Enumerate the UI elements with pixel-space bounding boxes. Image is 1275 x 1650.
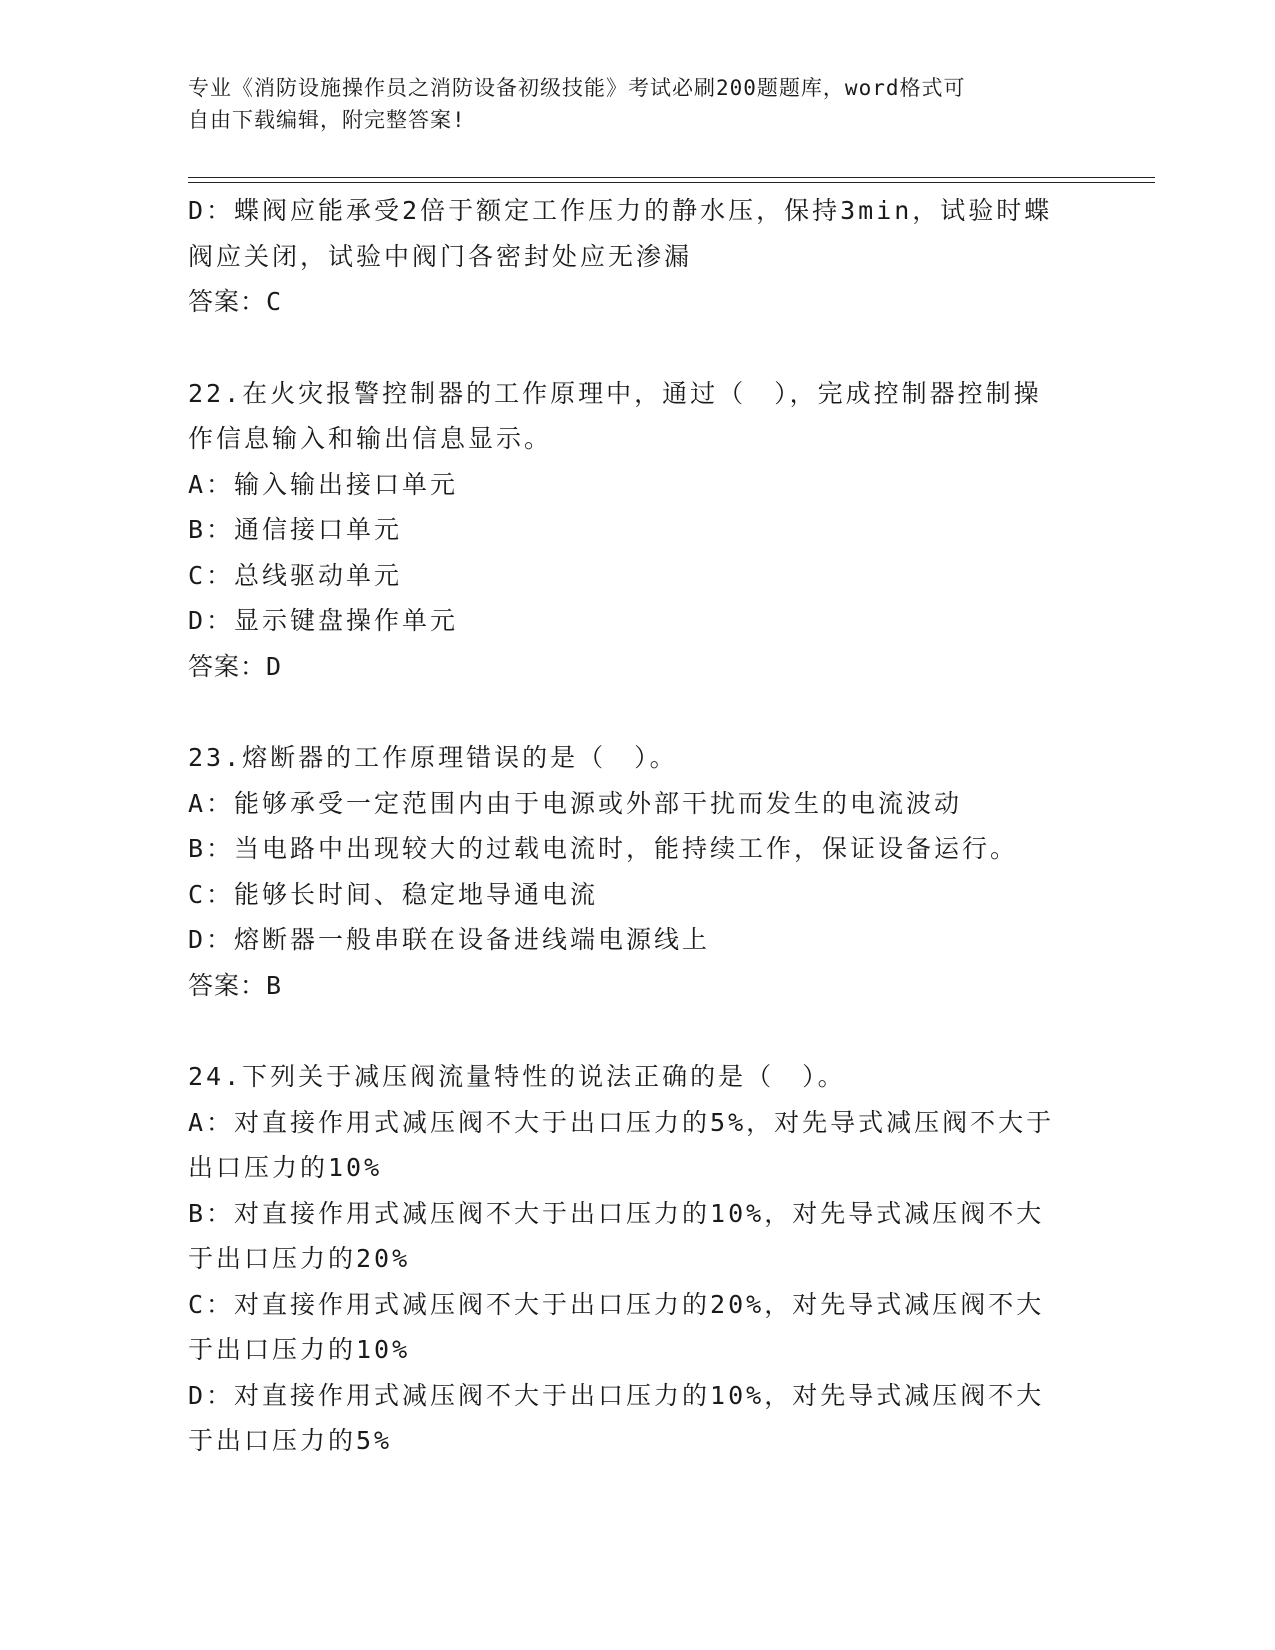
question-content — [188, 188, 1088, 1464]
option-a-line2: 出口压力的10% — [188, 1153, 383, 1182]
option-d-line2: 阀应关闭，试验中阀门各密封处应无渗漏 — [188, 241, 693, 271]
document-header — [188, 72, 1088, 136]
question-24 — [188, 1054, 1088, 1464]
option-d-line1: D：蝶阀应能承受2倍于额定工作压力的静水压，保持3min，试验时蝶 — [188, 196, 1053, 225]
answer-label: 答案：C — [188, 287, 283, 316]
option-c-line1: C：对直接作用式减压阀不大于出口压力的20%，对先导式减压阀不大 — [188, 1289, 1045, 1319]
question-stem: 23.熔断器的工作原理错误的是（ ）。 — [188, 743, 678, 772]
question-21-tail — [188, 188, 1088, 325]
option-b: B：通信接口单元 — [188, 515, 403, 544]
option-a: A：能够承受一定范围内由于电源或外部干扰而发生的电流波动 — [188, 788, 963, 818]
option-c-line2: 于出口压力的10% — [188, 1335, 411, 1364]
option-c: C：总线驱动单元 — [188, 560, 403, 590]
option-d: D：显示键盘操作单元 — [188, 606, 459, 635]
answer-label: 答案：B — [188, 970, 283, 1000]
header-divider-top — [188, 177, 1155, 178]
option-b-line2: 于出口压力的20% — [188, 1244, 411, 1273]
question-23 — [188, 735, 1088, 1008]
header-title-line1: 专业《消防设施操作员之消防设备初级技能》考试必刷200题题库，word格式可 — [188, 76, 966, 100]
option-a: A：输入输出接口单元 — [188, 469, 459, 499]
question-stem-line2: 作信息输入和输出信息显示。 — [188, 424, 553, 453]
option-b: B：当电路中出现较大的过载电流时，能持续工作，保证设备运行。 — [188, 834, 1019, 863]
option-d: D：熔断器一般串联在设备进线端电源线上 — [188, 925, 711, 954]
question-stem: 24.下列关于减压阀流量特性的说法正确的是（ ）。 — [188, 1062, 846, 1091]
option-d-line1: D：对直接作用式减压阀不大于出口压力的10%，对先导式减压阀不大 — [188, 1380, 1045, 1410]
question-22 — [188, 371, 1088, 690]
answer-label: 答案：D — [188, 651, 283, 681]
option-c: C：能够长时间、稳定地导通电流 — [188, 879, 599, 909]
header-divider-bottom — [188, 182, 1155, 183]
option-b-line1: B：对直接作用式减压阀不大于出口压力的10%，对先导式减压阀不大 — [188, 1198, 1045, 1228]
question-stem-line1: 22.在火灾报警控制器的工作原理中，通过（ ），完成控制器控制操 — [188, 378, 1042, 408]
header-title-line2: 自由下载编辑，附完整答案! — [188, 108, 466, 132]
option-d-line2: 于出口压力的5% — [188, 1426, 393, 1455]
option-a-line1: A：对直接作用式减压阀不大于出口压力的5%，对先导式减压阀不大于 — [188, 1107, 1055, 1137]
